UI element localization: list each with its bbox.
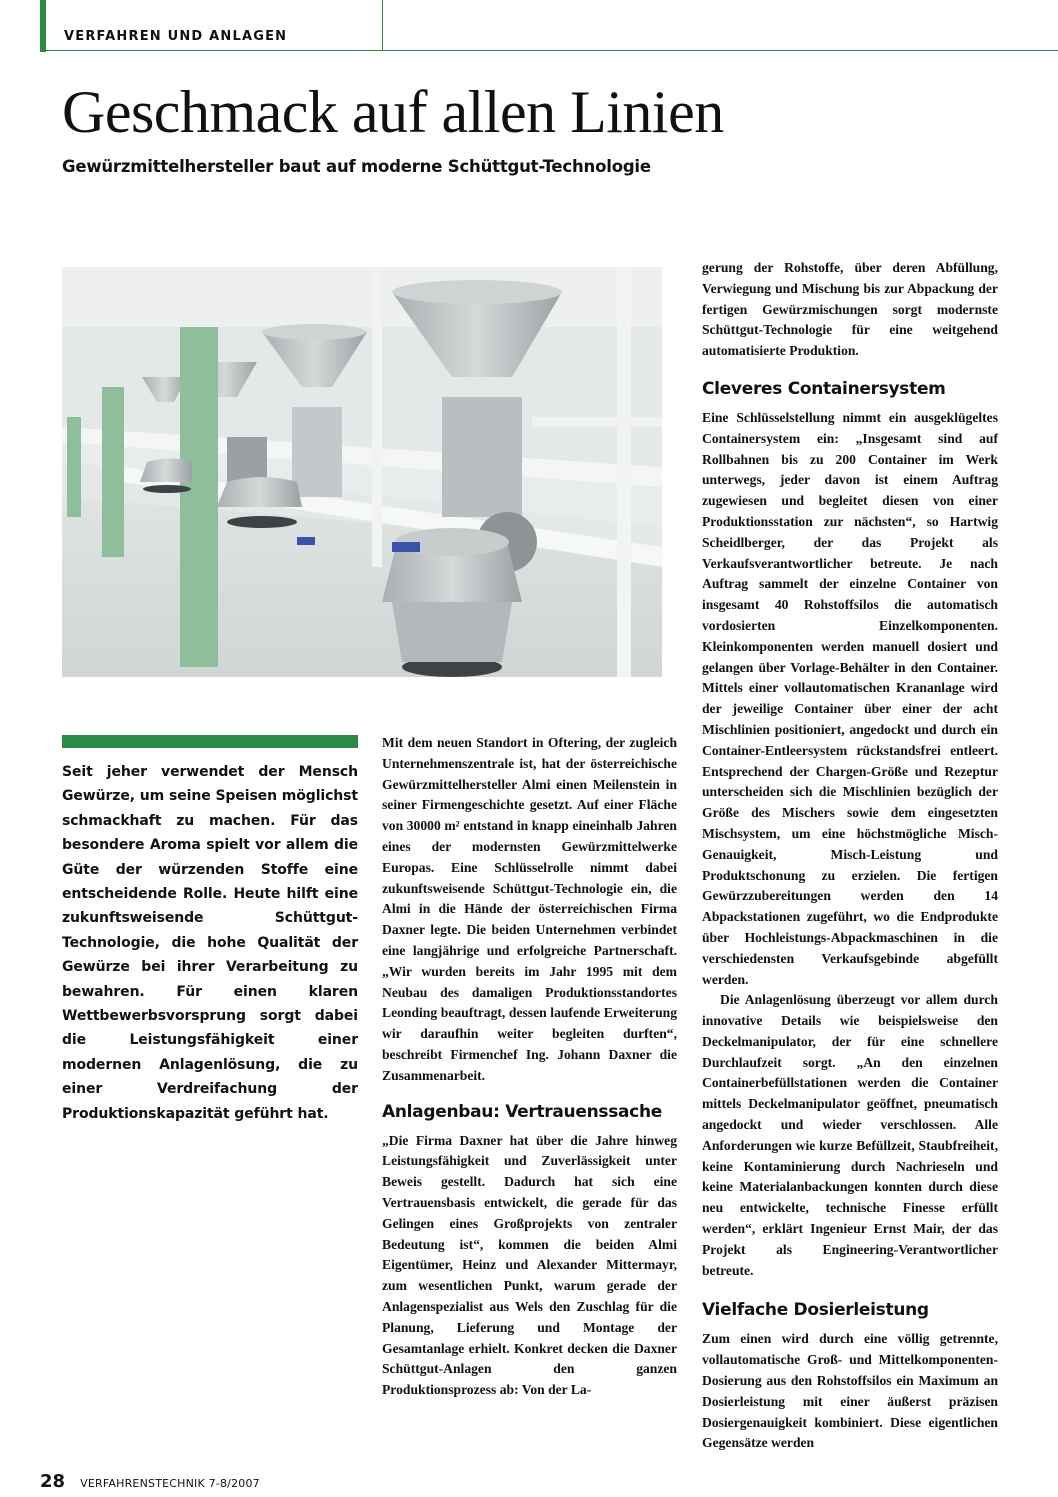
body-paragraph: Mit dem neuen Standort in Oftering, der zugleich Unternehmenszentrale ist, hat der österreichische Gewürzmittelhersteller Almi einen Meilenstein in seiner Firmengeschichte gesetzt. Auf einer Fläche von 30000 m² entstand in knapp eineinhalb Jahren eines der modernsten Gewürzmittelwerke Europas. Eine Schlüsselrolle nimmt dabei zukunftsweisende Schüttgut-Technologie ein, die Almi in die Hände der österreichischen Firma Daxner legte. Die beiden Unternehmen verbindet eine langjährige und erfolgreiche Partnerschaft. „Wir wurden bereits im Jahr 1995 mit dem Neubau des damaligen Produktionsstandortes Leonding beauftragt, dessen laufende Erweiterung wir daraufhin weiter begleiten durften“, beschreibt Firmenchef Ing. Johann Daxner die Zusammenarbeit. bbox=[382, 735, 677, 1083]
article-subtitle: Gewürzmittelhersteller baut auf moderne Schüttgut-Technologie bbox=[62, 157, 651, 176]
body-paragraph: gerung der Rohstoffe, über deren Abfüllung, Verwiegung und Mischung bis zur Abpackung der fertigen Gewürzmischungen sorgt modernste Schüttgut-Technologie für eine weitgehend automatisierte Produktion. bbox=[702, 260, 998, 359]
body-paragraph: „Die Firma Daxner hat über die Jahre hinweg Leistungsfähigkeit und Zuverlässigkeit unter Beweis gestellt. Dadurch hat sich eine Vertrauensbasis entwickelt, die gerade für das Gelingen eines Großprojekts von zentraler Bedeutung ist“, kommen die beiden Almi Eigentümer, Heinz und Alexander Mittermayr, zum wesentlichen Punkt, warum gerade der Anlagenspezialist aus Wels den Zuschlag für die Planung, Lieferung und Montage der Gesamtanlage erhielt. Konkret decken die Daxner Schüttgut-Anlagen den ganzen Produktionsprozess ab: Von der La- bbox=[382, 1132, 677, 1398]
section-heading: Vielfache Dosierleistung bbox=[702, 1300, 929, 1321]
section-accent-bar bbox=[40, 0, 46, 52]
article-column-2 bbox=[382, 733, 677, 1401]
article-photo bbox=[62, 267, 662, 677]
article-column-3 bbox=[702, 258, 998, 1454]
journal-issue: VERFAHRENSTECHNIK 7-8/2007 bbox=[80, 1477, 260, 1490]
lead-paragraph: Seit jeher verwendet der Mensch Gewürze, um seine Speisen möglichst schmackhaft zu machen. Für das besondere Aroma spielt vor allem die Güte der würzenden Stoffe eine entscheidende Rolle. Heute hilft eine zukunftsweisende Schüttgut-Technologie, die hohe Qualität der Gewürze bei ihrer Verarbeitung zu bewahren. Für einen klaren Wettbewerbsvorsprung sorgt dabei die Leistungsfähigkeit einer modernen Anlagenlösung, die zu einer Verdreifachung der Produktionskapazität geführt hat. bbox=[62, 764, 358, 1122]
body-paragraph: Eine Schlüsselstellung nimmt ein ausgeklügeltes Containersystem ein: „Insgesamt sind auf Rollbahnen bis zu 200 Container im Werk unterwegs, jeder davon ist einem Auftrag zugewiesen und begleitet diesen von einer Produktionsstation zur nächsten“, so Hartwig Scheidlberger, der das Projekt als Verkaufsverantwortlicher betreute. Je nach Auftrag sammelt der einzelne Container von insgesamt 40 Rohstoffsilos die automatisch vordosierten Einzelkomponenten. Kleinkomponenten werden manuell dosiert und gelangen über Vorlage-Behälter in den Container. Mittels einer vollautomatischen Krananlage wird der jeweilige Container über einer der acht Mischlinien positioniert, angedockt und durch ein Container-Entleersystem rückstandsfrei entleert. Entsprechend der Chargen-Größe und Rezeptur unterscheiden sich die Mischlinien bezüglich der Größe des Mischers sowie dem eingesetzten Mischsystem, um eine höchstmögliche Misch-Genauigkeit, Misch-Leistung und Produktschonung zu erzielen. Die fertigen Gewürzzubereitungen werden den 14 Abpackstationen zugeführt, wo die Endprodukte über Hochleistungs-Abpackmaschinen in die verschiedensten Verkaufsgebinde abgefüllt werden. bbox=[702, 409, 998, 987]
body-paragraph: Zum einen wird durch eine völlig getrennte, vollautomatische Groß- und Mittelkomponenten-Dosierung aus den Rohstoffsilos ein Maximum an Dosierleistung mit einer äußerst präzisen Dosiergenauigkeit kombiniert. Diese eigentlichen Gegensätze werden bbox=[702, 1331, 998, 1451]
header-divider bbox=[382, 0, 383, 51]
page-footer bbox=[40, 1471, 260, 1492]
article-title: Geschmack auf allen Linien bbox=[62, 79, 724, 145]
lead-accent-bar bbox=[62, 735, 358, 748]
section-heading: Cleveres Containersystem bbox=[702, 378, 946, 399]
section-label: VERFAHREN UND ANLAGEN bbox=[64, 29, 288, 44]
page-number: 28 bbox=[40, 1471, 66, 1492]
section-heading: Anlagenbau: Vertrauenssache bbox=[382, 1101, 662, 1122]
body-paragraph: Die Anlagenlösung überzeugt vor allem durch innovative Details wie beispielsweise den Deckelmanipulator, der für eine schnellere Durchlaufzeit sorgt. „An den einzelnen Containerbefüllstationen werden die Container mittels Deckelmanipulator geöffnet, pneumatisch angedockt und wieder verschlossen. Alle Anforderungen wie kurze Befüllzeit, Staubfreiheit, keine Kontaminierung durch Nachrieseln und keine Materialanbackungen konnten durch diese neu entwickelte, technische Finesse erfüllt werden“, erklärt Ingenieur Ernst Mair, der das Projekt als Engineering-Verantwortlicher betreute. bbox=[702, 992, 998, 1278]
plant-photo-illustration bbox=[62, 267, 662, 677]
header-rule bbox=[40, 50, 1058, 51]
